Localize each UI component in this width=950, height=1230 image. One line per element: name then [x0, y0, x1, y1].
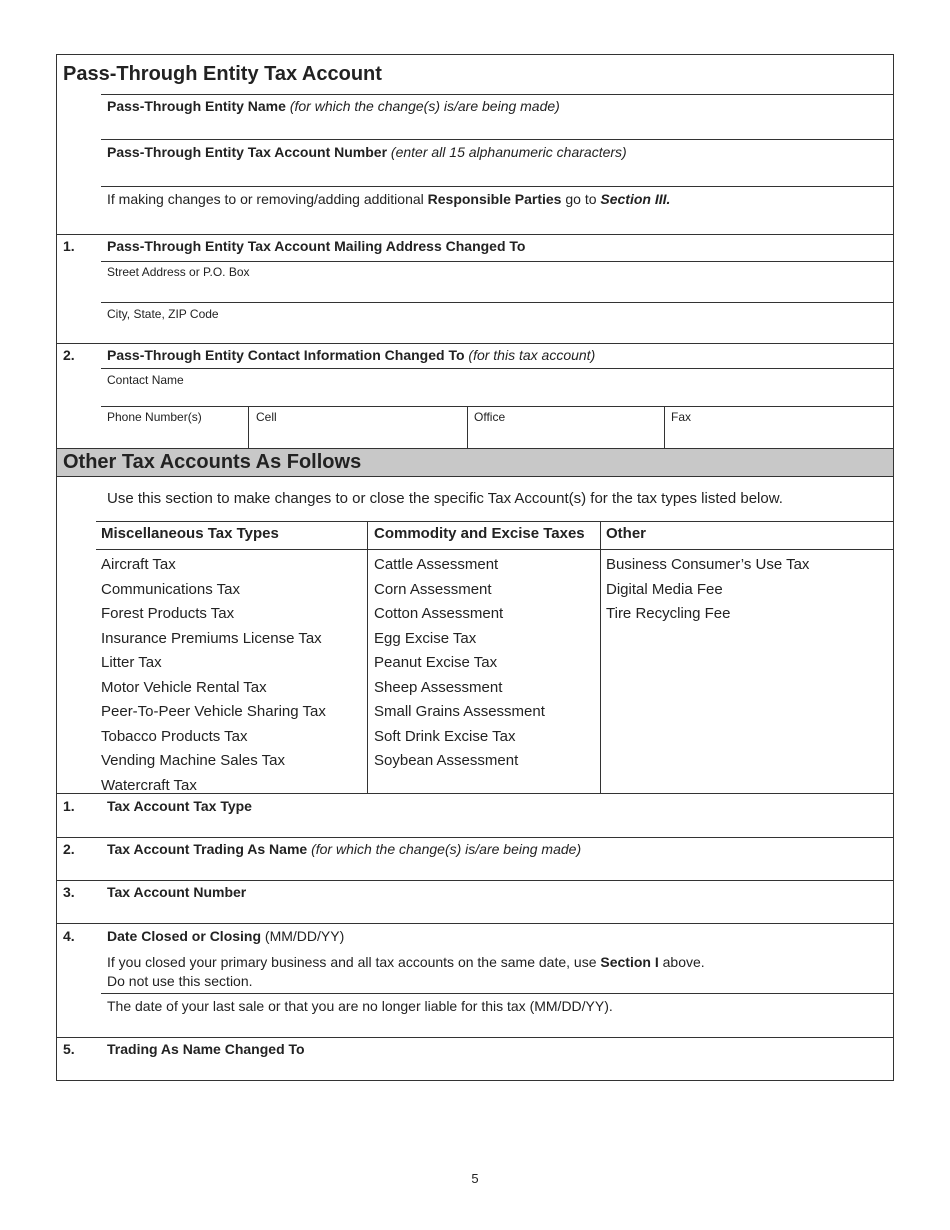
list-item: Cotton Assessment [374, 605, 504, 622]
tax-account-number-field[interactable] [101, 902, 893, 922]
list-item: Sheep Assessment [374, 678, 503, 696]
cell-label: Cell [256, 410, 277, 424]
trading-as-name-changed-label: Trading As Name Changed To [107, 1041, 305, 1057]
item-number: 3. [63, 884, 75, 900]
street-address-label: Street Address or P.O. Box [107, 265, 250, 279]
commodity-tax-list [374, 553, 545, 774]
street-address-field[interactable] [101, 280, 893, 302]
date-closed-label: Date Closed or Closing (MM/DD/YY) [107, 928, 345, 944]
list-item: Motor Vehicle Rental Tax [101, 678, 267, 696]
other-tax-list [606, 553, 809, 627]
trading-as-name-changed-field[interactable] [101, 1059, 893, 1079]
column-header-other: Other [606, 525, 647, 542]
account-number-field[interactable] [101, 163, 893, 186]
list-item: Business Consumer’s Use Tax [606, 556, 810, 573]
list-item: Watercraft Tax [101, 776, 197, 794]
responsible-parties-note: If making changes to or removing/adding additional Responsible Parties go to Section III. [107, 191, 671, 207]
list-item: Communications Tax [101, 580, 240, 598]
phone-numbers-label: Phone Number(s) [107, 410, 202, 424]
list-item: Cattle Assessment [374, 556, 499, 573]
list-item: Small Grains Assessment [374, 703, 545, 720]
contact-name-label: Contact Name [107, 373, 184, 387]
list-item: Vending Machine Sales Tax [101, 752, 286, 769]
list-item: Soft Drink Excise Tax [374, 727, 516, 745]
item-number: 4. [63, 928, 75, 944]
trading-as-name-field[interactable] [101, 859, 893, 879]
list-item: Tobacco Products Tax [101, 727, 248, 745]
last-sale-date-label: The date of your last sale or that you are no longer liable for this tax (MM/DD/YY). [107, 998, 613, 1014]
tax-type-label: Tax Account Tax Type [107, 798, 252, 814]
item-number: 5. [63, 1041, 75, 1057]
list-item: Egg Excise Tax [374, 629, 477, 647]
entity-name-field[interactable] [101, 116, 893, 139]
date-closed-note: If you closed your primary business and all tax accounts on the same date, use Section I above. [107, 954, 705, 970]
section-heading-other-accounts: Other Tax Accounts As Follows [63, 451, 362, 473]
item-number: 1. [63, 238, 75, 254]
other-accounts-intro: Use this section to make changes to or close the specific Tax Account(s) for the tax types listed below. [107, 490, 783, 507]
list-item: Peer-To-Peer Vehicle Sharing Tax [101, 703, 326, 720]
last-sale-date-field[interactable] [101, 1016, 893, 1036]
office-phone-field[interactable] [468, 424, 664, 447]
contact-info-label: Pass-Through Entity Contact Information Changed To (for this tax account) [107, 347, 596, 363]
fax-label: Fax [671, 410, 692, 424]
item-number: 2. [63, 841, 75, 857]
city-state-zip-label: City, State, ZIP Code [107, 307, 219, 321]
column-header-misc: Miscellaneous Tax Types [101, 525, 279, 542]
account-number-label: Pass-Through Entity Tax Account Number (enter all 15 alphanumeric characters) [107, 144, 627, 160]
cell-phone-field[interactable] [249, 424, 467, 447]
list-item: Digital Media Fee [606, 580, 723, 598]
fax-field[interactable] [665, 424, 893, 447]
list-item: Soybean Assessment [374, 752, 519, 769]
city-state-zip-field[interactable] [101, 322, 893, 343]
list-item: Tire Recycling Fee [606, 605, 731, 622]
office-label: Office [474, 410, 506, 424]
mailing-address-label: Pass-Through Entity Tax Account Mailing Address Changed To [107, 238, 526, 254]
list-item: Peanut Excise Tax [374, 654, 498, 671]
item-number: 2. [63, 347, 75, 363]
tax-type-field[interactable] [101, 816, 893, 836]
list-item: Litter Tax [101, 654, 162, 671]
column-header-commodity: Commodity and Excise Taxes [374, 525, 585, 542]
date-closed-note-2: Do not use this section. [107, 973, 253, 989]
list-item: Aircraft Tax [101, 556, 176, 573]
contact-name-field[interactable] [101, 388, 893, 406]
section-heading-pass-through: Pass-Through Entity Tax Account [63, 63, 382, 85]
list-item: Forest Products Tax [101, 605, 235, 622]
item-number: 1. [63, 798, 75, 814]
trading-as-name-label: Tax Account Trading As Name (for which the change(s) is/are being made) [107, 841, 582, 857]
misc-tax-list [101, 553, 326, 798]
tax-account-number-label: Tax Account Number [107, 884, 247, 900]
entity-name-label: Pass-Through Entity Name (for which the change(s) is/are being made) [107, 98, 560, 114]
page-number: 5 [471, 1171, 479, 1186]
list-item: Insurance Premiums License Tax [101, 629, 322, 647]
list-item: Corn Assessment [374, 580, 492, 598]
